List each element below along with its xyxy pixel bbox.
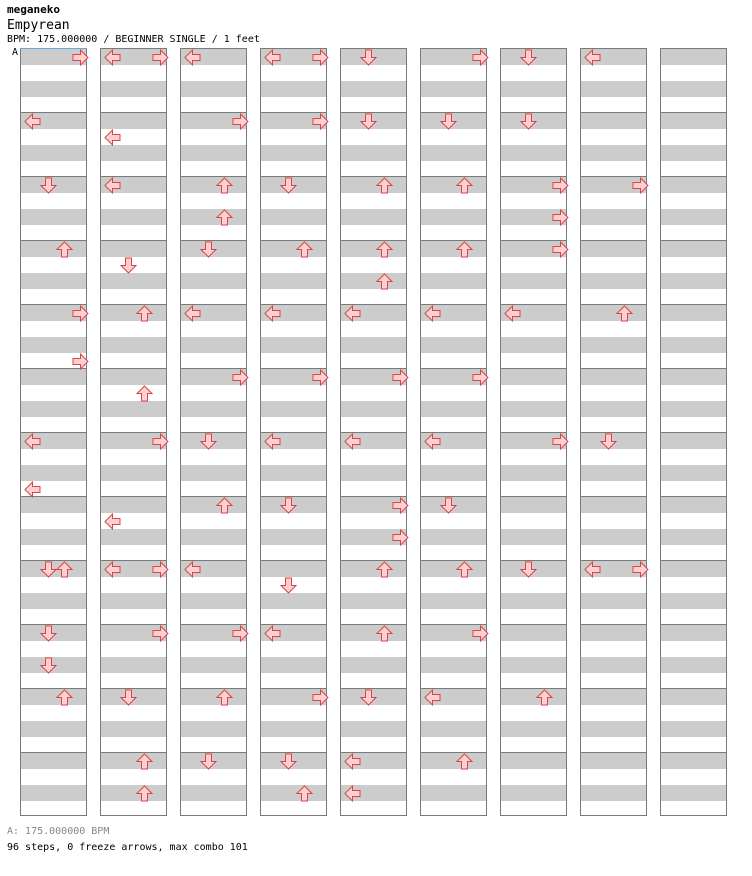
measure-line	[661, 752, 726, 753]
arrow-right-icon	[152, 625, 169, 642]
measure-line	[661, 112, 726, 113]
arrow-right-icon	[152, 561, 169, 578]
arrow-right-icon	[472, 625, 489, 642]
measure-line	[101, 304, 166, 305]
arrow-right-icon	[392, 369, 409, 386]
arrow-left-icon	[264, 49, 281, 66]
arrow-left-icon	[424, 305, 441, 322]
measure-line	[581, 752, 646, 753]
arrow-down-icon	[520, 561, 537, 578]
arrow-down-icon	[40, 625, 57, 642]
chart-column	[500, 48, 567, 816]
measure-line	[661, 560, 726, 561]
arrow-down-icon	[280, 753, 297, 770]
measure-line	[581, 496, 646, 497]
arrow-up-icon	[136, 385, 153, 402]
arrow-right-icon	[232, 625, 249, 642]
measure-line	[661, 176, 726, 177]
measure-line	[261, 560, 326, 561]
measure-line	[661, 368, 726, 369]
arrow-up-icon	[376, 177, 393, 194]
measure-line	[661, 432, 726, 433]
measure-line	[181, 496, 246, 497]
measure-line	[501, 752, 566, 753]
arrow-down-icon	[280, 497, 297, 514]
arrow-left-icon	[104, 129, 121, 146]
arrow-up-icon	[456, 753, 473, 770]
measure-line	[101, 368, 166, 369]
measure-line	[101, 496, 166, 497]
chart-column	[20, 48, 87, 816]
arrow-left-icon	[264, 625, 281, 642]
measure-line	[661, 496, 726, 497]
measure-line	[581, 240, 646, 241]
arrow-left-icon	[264, 433, 281, 450]
arrow-left-icon	[584, 561, 601, 578]
arrow-right-icon	[552, 241, 569, 258]
arrow-right-icon	[472, 369, 489, 386]
arrow-right-icon	[312, 689, 329, 706]
measure-line	[181, 176, 246, 177]
arrow-up-icon	[296, 785, 313, 802]
arrow-down-icon	[200, 241, 217, 258]
artist-name: meganeko	[7, 3, 60, 16]
arrow-down-icon	[200, 433, 217, 450]
arrow-left-icon	[344, 785, 361, 802]
arrow-right-icon	[552, 209, 569, 226]
arrow-down-icon	[520, 49, 537, 66]
arrow-right-icon	[552, 177, 569, 194]
arrow-up-icon	[376, 625, 393, 642]
arrow-up-icon	[456, 561, 473, 578]
arrow-up-icon	[136, 753, 153, 770]
arrow-left-icon	[24, 113, 41, 130]
arrow-down-icon	[200, 753, 217, 770]
measure-line	[21, 752, 86, 753]
arrow-right-icon	[312, 113, 329, 130]
measure-line	[421, 176, 486, 177]
measure-line	[261, 240, 326, 241]
song-title: Empyrean	[7, 18, 70, 33]
chart-column	[100, 48, 167, 816]
arrow-up-icon	[616, 305, 633, 322]
chart-column	[260, 48, 327, 816]
arrow-right-icon	[632, 177, 649, 194]
arrow-up-icon	[376, 561, 393, 578]
arrow-right-icon	[392, 529, 409, 546]
arrow-up-icon	[216, 689, 233, 706]
arrow-up-icon	[136, 305, 153, 322]
arrow-down-icon	[40, 177, 57, 194]
step-stats: 96 steps, 0 freeze arrows, max combo 101	[7, 842, 248, 853]
arrow-left-icon	[344, 433, 361, 450]
chart-column	[180, 48, 247, 816]
arrow-up-icon	[56, 561, 73, 578]
arrow-left-icon	[184, 561, 201, 578]
arrow-up-icon	[376, 273, 393, 290]
measure-line	[581, 688, 646, 689]
arrow-left-icon	[344, 753, 361, 770]
measure-line	[21, 240, 86, 241]
arrow-down-icon	[600, 433, 617, 450]
arrow-left-icon	[184, 49, 201, 66]
arrow-left-icon	[24, 433, 41, 450]
arrow-down-icon	[120, 689, 137, 706]
arrow-up-icon	[456, 241, 473, 258]
measure-line	[421, 240, 486, 241]
arrow-right-icon	[552, 433, 569, 450]
arrow-down-icon	[520, 113, 537, 130]
measure-line	[341, 560, 406, 561]
measure-line	[421, 560, 486, 561]
bpm-marker-label: A	[12, 47, 19, 58]
arrow-left-icon	[104, 49, 121, 66]
measure-line	[101, 752, 166, 753]
measure-line	[501, 496, 566, 497]
measure-line	[581, 304, 646, 305]
measure-line	[501, 624, 566, 625]
arrow-right-icon	[72, 305, 89, 322]
arrow-down-icon	[280, 577, 297, 594]
arrow-down-icon	[40, 657, 57, 674]
arrow-down-icon	[280, 177, 297, 194]
chart-column	[420, 48, 487, 816]
arrow-right-icon	[232, 113, 249, 130]
arrow-down-icon	[360, 689, 377, 706]
arrow-down-icon	[40, 561, 57, 578]
arrow-right-icon	[312, 369, 329, 386]
measure-line	[341, 624, 406, 625]
arrow-right-icon	[232, 369, 249, 386]
measure-line	[421, 752, 486, 753]
measure-line	[501, 368, 566, 369]
arrow-left-icon	[24, 481, 41, 498]
arrow-right-icon	[472, 49, 489, 66]
measure-line	[101, 240, 166, 241]
measure-line	[501, 688, 566, 689]
arrow-left-icon	[104, 561, 121, 578]
arrow-up-icon	[536, 689, 553, 706]
arrow-up-icon	[216, 497, 233, 514]
arrow-left-icon	[344, 305, 361, 322]
measure-line	[341, 240, 406, 241]
measure-line	[581, 624, 646, 625]
measure-line	[661, 624, 726, 625]
arrow-right-icon	[392, 497, 409, 514]
arrow-left-icon	[504, 305, 521, 322]
measure-line	[661, 688, 726, 689]
arrow-up-icon	[216, 177, 233, 194]
arrow-up-icon	[216, 209, 233, 226]
arrow-down-icon	[440, 113, 457, 130]
arrow-left-icon	[184, 305, 201, 322]
arrow-up-icon	[136, 785, 153, 802]
measure-line	[581, 112, 646, 113]
song-info: BPM: 175.000000 / BEGINNER SINGLE / 1 feet	[7, 34, 260, 45]
measure-line	[341, 176, 406, 177]
arrow-left-icon	[264, 305, 281, 322]
arrow-right-icon	[72, 49, 89, 66]
chart-footer	[7, 825, 248, 854]
measure-line	[661, 304, 726, 305]
arrow-right-icon	[152, 49, 169, 66]
bpm-legend: A: 175.000000 BPM	[7, 826, 110, 837]
arrow-up-icon	[56, 241, 73, 258]
arrow-right-icon	[312, 49, 329, 66]
arrow-up-icon	[296, 241, 313, 258]
chart-column	[660, 48, 727, 816]
arrow-up-icon	[376, 241, 393, 258]
arrow-down-icon	[360, 49, 377, 66]
chart-header	[7, 2, 260, 46]
arrow-down-icon	[360, 113, 377, 130]
arrow-right-icon	[72, 353, 89, 370]
arrow-left-icon	[584, 49, 601, 66]
measure-line	[101, 112, 166, 113]
arrow-up-icon	[56, 689, 73, 706]
measure-line	[581, 368, 646, 369]
arrow-left-icon	[424, 433, 441, 450]
arrow-left-icon	[104, 177, 121, 194]
bpm-change-line	[20, 48, 87, 49]
measure-line	[181, 688, 246, 689]
arrow-right-icon	[632, 561, 649, 578]
chart-column	[340, 48, 407, 816]
measure-line	[661, 240, 726, 241]
measure-line	[21, 688, 86, 689]
arrow-down-icon	[120, 257, 137, 274]
arrow-left-icon	[104, 513, 121, 530]
chart-column	[580, 48, 647, 816]
arrow-down-icon	[440, 497, 457, 514]
arrow-up-icon	[456, 177, 473, 194]
arrow-left-icon	[424, 689, 441, 706]
arrow-right-icon	[152, 433, 169, 450]
